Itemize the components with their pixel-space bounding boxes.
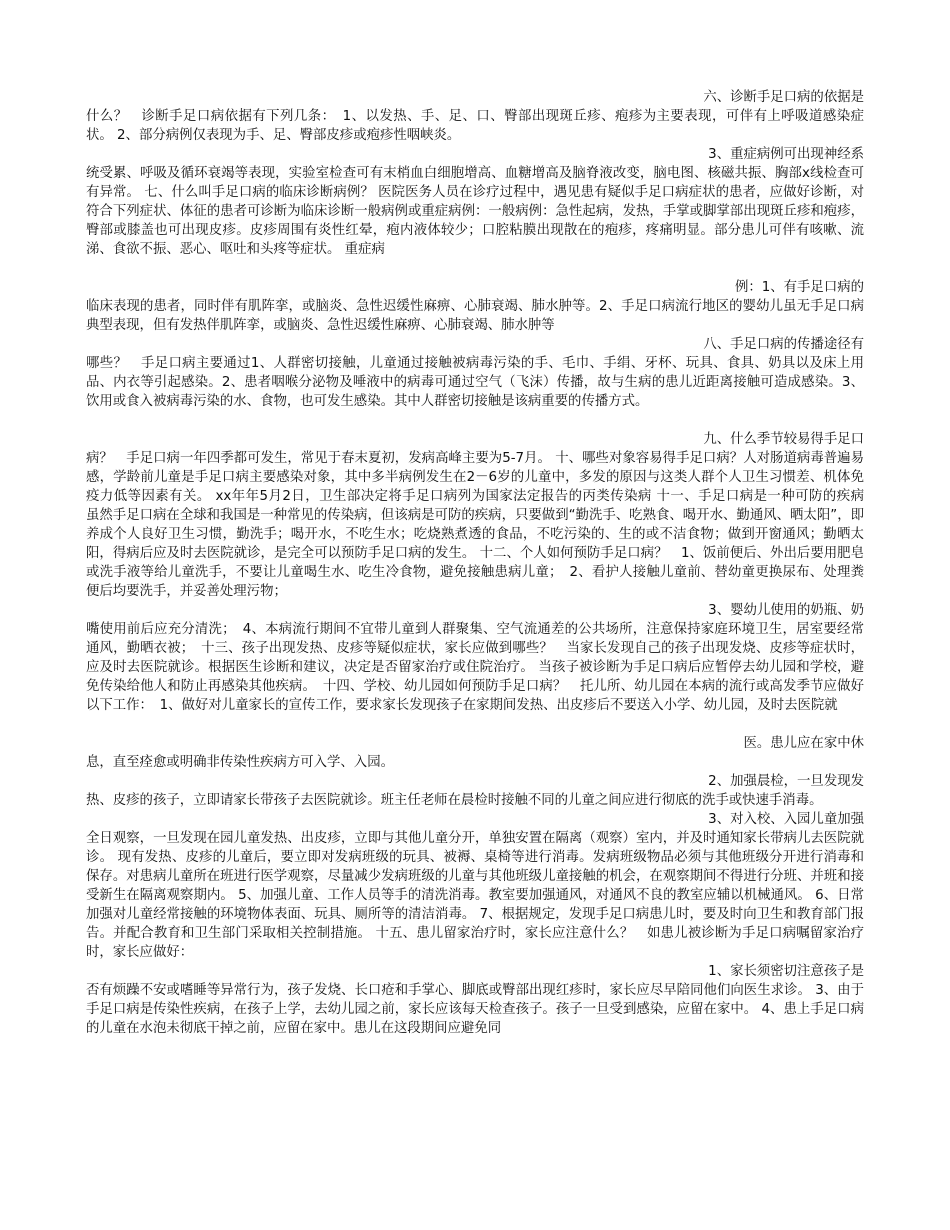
document-page — [86, 88, 882, 1038]
text-block-7 — [86, 734, 864, 772]
paragraph-lead: 3、对入校、入园儿童加强 — [708, 812, 864, 827]
paragraph-body: 病？ 手足口病一年四季都可发生，常见于春末夏初，发病高峰主要为5-7月。 十、哪些对象容易得手足口病？人对肠道病毒普遍易感，学龄前儿童是手足口病主要感染对象，其中多半病例发生在2－6岁的儿童中，多发的原因与这类人群个人卫生习惯差、机体免疫力低等因素有关。 xx年年5月2日，卫生部决定将手足口病列为国家法定报告的丙类传染病 十一、手足口病是一种可防的疾病 虽然手足口病在全球和我国是一种常见的传染病，但该病是可防的疾病，只要做到“勤洗手、吃熟食、喝开水、勤通风、晒太阳”，即养成个人良好卫生习惯，勤洗手；喝开水，不吃生水；吃烧熟煮透的食品，不吃污染的、生的或不洁食物；做到开窗通风；勤晒太阳，得病后应及时去医院就诊，是完全可以预防手足口病的发生。 十二、个人如何预防手足口病？ 1、饭前便后、外出后要用肥皂或洗手液等给儿童洗手，不要让儿童喝生水、吃生冷食物，避免接触患病儿童； 2、看护人接触儿童前、替幼童更换尿布、处理粪便后均要洗手，并妥善处理污物； — [86, 451, 882, 599]
text-block-2 — [86, 145, 864, 259]
blank-line — [86, 715, 864, 734]
paragraph-lead: 八、手足口病的传播途径有 — [703, 337, 864, 352]
paragraph-body: 统受累、呼吸及循环衰竭等表现，实验室检查可有末梢血白细胞增高、血糖增高及脑脊液改变，脑电图、核磁共振、胸部x线检查可有异常。 七、什么叫手足口病的临床诊断病例？ 医院医务人员在诊疗过程中，遇见患有疑似手足口病症状的患者，应做好诊断，对符合下列症状、体征的患者可诊断为临床诊断一般病例或重症病例：一般病例：急性起病，发热，手掌或脚掌部出现斑丘疹和疱疹，臀部或膝盖也可出现皮疹。皮疹周围有炎性红晕，疱内液体较少；口腔粘膜出现散在的疱疹，疼痛明显。部分患儿可伴有咳嗽、流涕、食欲不振、恶心、呕吐和头疼等症状。 重症病 — [86, 166, 864, 257]
paragraph-lead: 3、婴幼儿使用的奶瓶、奶 — [708, 603, 864, 618]
paragraph-lead: 2、加强晨检，一旦发现发 — [708, 774, 864, 789]
text-block-1 — [86, 88, 864, 145]
paragraph-body: 临床表现的患者，同时伴有肌阵挛，或脑炎、急性迟缓性麻痹、心肺衰竭、肺水肿等。2、手足口病流行地区的婴幼儿虽无手足口病典型表现，但有发热伴肌阵挛，或脑炎、急性迟缓性麻痹、心肺衰竭、肺水肿等 — [86, 299, 864, 333]
blank-line — [86, 259, 864, 278]
paragraph-body: 什么？ 诊断手足口病依据有下列几条： 1、以发热、手、足、口、臀部出现斑丘疹、疱疹为主要表现，可伴有上呼吸道感染症状。 2、部分病例仅表现为手、足、臀部皮疹或疱疹性咽峡炎。 — [86, 109, 864, 143]
text-block-3 — [86, 278, 864, 335]
paragraph-lead: 医。患儿应在家中休 — [743, 736, 864, 751]
text-block-4 — [86, 335, 864, 411]
paragraph-body: 全日观察，一旦发现在园儿童发热、出皮疹，立即与其他儿童分开，单独安置在隔离（观察）室内，并及时通知家长带病儿去医院就诊。 现有发热、皮疹的儿童后，要立即对发病班级的玩具、被褥、桌椅等进行消毒。发病班级物品必须与其他班级分开进行消毒和保存。对患病儿童所在班进行医学观察，尽量减少发病班级的儿童与其他班级儿童接触的机会，在观察期间不得进行分班、并班和接受新生在隔离观察期内。 5、加强儿童、工作人员等手的清洗消毒。教室要加强通风，对通风不良的教室应辅以机械通风。 6、日常加强对儿童经常接触的环境物体表面、玩具、厕所等的清洁消毒。 7、根据规定，发现手足口病患儿时，要及时向卫生和教育部门报告。并配合教育和卫生部门采取相关控制措施。 十五、患儿留家治疗时，家长应注意什么？ 如患儿被诊断为手足口病嘱留家治疗时，家长应做好： — [86, 831, 864, 960]
text-block-10 — [86, 962, 864, 1038]
paragraph-body: 热、皮疹的孩子，立即请家长带孩子去医院就诊。班主任老师在晨检时接触不同的儿童之间应进行彻底的洗手或快速手消毒。 — [86, 793, 823, 808]
paragraph-body: 否有烦躁不安或嗜睡等异常行为，孩子发烧、长口疮和手掌心、脚底或臀部出现红疹时，家长应尽早陪同他们向医生求诊。 3、由于手足口病是传染性疾病，在孩子上学，去幼儿园之前，家长应该每天检查孩子。孩子一旦受到感染，应留在家中。 4、患上手足口病的儿童在水泡未彻底干掉之前，应留在家中。患儿在这段期间应避免同 — [86, 983, 864, 1036]
paragraph-lead: 3、重症病例可出现神经系 — [708, 147, 864, 162]
paragraph-lead: 九、什么季节较易得手足口 — [703, 432, 864, 447]
text-block-9 — [86, 810, 864, 962]
text-block-8 — [86, 772, 864, 810]
text-block-6 — [86, 601, 864, 715]
paragraph-lead: 例：1、有手足口病的 — [734, 280, 864, 295]
text-block-5 — [86, 430, 882, 601]
paragraph-lead: 六、诊断手足口病的依据是 — [703, 90, 864, 105]
paragraph-lead: 1、家长须密切注意孩子是 — [708, 964, 864, 979]
paragraph-body: 息，直至痊愈或明确非传染性疾病方可入学、入园。 — [86, 755, 394, 770]
paragraph-body: 嘴使用前后应充分清洗； 4、本病流行期间不宜带儿童到人群聚集、空气流通差的公共场所，注意保持家庭环境卫生，居室要经常通风，勤晒衣被； 十三、孩子出现发热、皮疹等疑似症状，家长应做到哪些？ 当家长发现自己的孩子出现发烧、皮疹等症状时，应及时去医院就诊。根据医生诊断和建议，决定是否留家治疗或住院治疗。 当孩子被诊断为手足口病后应暂停去幼儿园和学校，避免传染给他人和防止再感染其他疾病。 十四、学校、幼儿园如何预防手足口病？ 托儿所、幼儿园在本病的流行或高发季节应做好以下工作： 1、做好对儿童家长的宣传工作，要求家长发现孩子在家期间发热、出皮疹后不要送入小学、幼儿园，及时去医院就 — [86, 622, 864, 713]
paragraph-body: 哪些？ 手足口病主要通过1、人群密切接触，儿童通过接触被病毒污染的手、毛巾、手绢、牙杯、玩具、食具、奶具以及床上用品、内衣等引起感染。2、患者咽喉分泌物及唾液中的病毒可通过空气（飞沫）传播，故与生病的患儿近距离接触可造成感染。3、饮用或食入被病毒污染的水、食物，也可发生感染。其中人群密切接触是该病重要的传播方式。 — [86, 356, 864, 409]
blank-line — [86, 411, 864, 430]
